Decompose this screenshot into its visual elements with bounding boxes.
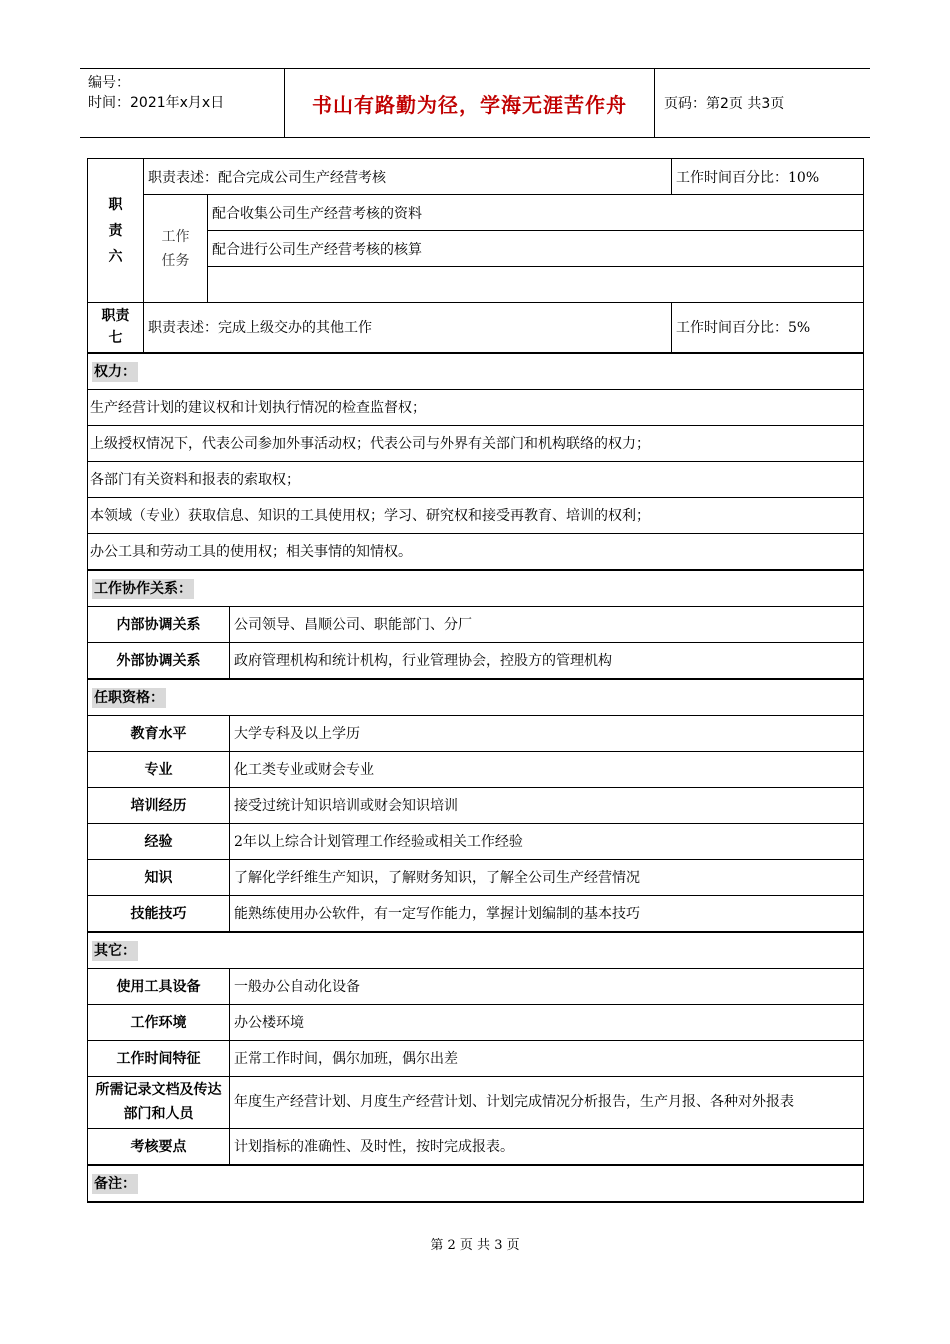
qualification-label: 专业 bbox=[88, 751, 230, 787]
relations-section-header bbox=[88, 570, 864, 607]
qualification-label: 技能技巧 bbox=[88, 895, 230, 932]
other-row bbox=[88, 1128, 864, 1165]
power-item: 上级授权情况下，代表公司参加外事活动权；代表公司与外界有关部门和机构联络的权力； bbox=[88, 425, 864, 461]
other-row bbox=[88, 1040, 864, 1076]
duty6-desc: 职责表述：配合完成公司生产经营考核 bbox=[144, 159, 672, 195]
other-value: 正常工作时间，偶尔加班，偶尔出差 bbox=[230, 1040, 864, 1076]
other-label: 工作环境 bbox=[88, 1004, 230, 1040]
duty7-row bbox=[88, 303, 864, 353]
power-row bbox=[88, 389, 864, 425]
qualification-title: 任职资格： bbox=[94, 690, 164, 706]
qualification-row bbox=[88, 787, 864, 823]
power-title: 权力： bbox=[94, 364, 136, 380]
qualification-section-header bbox=[88, 679, 864, 716]
power-row bbox=[88, 425, 864, 461]
relations-row bbox=[88, 642, 864, 679]
other-value: 计划指标的准确性、及时性，按时完成报表。 bbox=[230, 1128, 864, 1165]
relations-value: 政府管理机构和统计机构，行业管理协会，控股方的管理机构 bbox=[230, 642, 864, 679]
relations-label: 内部协调关系 bbox=[88, 606, 230, 642]
duty7-desc: 职责表述：完成上级交办的其他工作 bbox=[144, 303, 672, 353]
qualification-value: 了解化学纤维生产知识，了解财务知识，了解全公司生产经营情况 bbox=[230, 859, 864, 895]
other-value: 年度生产经营计划、月度生产经营计划、计划完成情况分析报告，生产月报、各种对外报表 bbox=[230, 1076, 864, 1128]
relations-value: 公司领导、昌顺公司、职能部门、分厂 bbox=[230, 606, 864, 642]
qualification-value: 大学专科及以上学历 bbox=[230, 715, 864, 751]
relations-label: 外部协调关系 bbox=[88, 642, 230, 679]
other-label: 考核要点 bbox=[88, 1128, 230, 1165]
doc-number-label: 编号： bbox=[88, 75, 130, 91]
remarks-title: 备注： bbox=[94, 1176, 136, 1192]
duty6-task-row bbox=[88, 195, 864, 231]
header-meta bbox=[88, 73, 283, 113]
other-label: 工作时间特征 bbox=[88, 1040, 230, 1076]
doc-date-label: 时间：2021年x月x日 bbox=[88, 95, 225, 111]
other-row bbox=[88, 1004, 864, 1040]
duty6-desc-row bbox=[88, 159, 864, 195]
qualification-row bbox=[88, 751, 864, 787]
qualification-value: 化工类专业或财会专业 bbox=[230, 751, 864, 787]
other-value: 办公楼环境 bbox=[230, 1004, 864, 1040]
other-section-header bbox=[88, 932, 864, 969]
qualification-row bbox=[88, 823, 864, 859]
qualification-row bbox=[88, 859, 864, 895]
power-item: 各部门有关资料和报表的索取权； bbox=[88, 461, 864, 497]
other-value: 一般办公自动化设备 bbox=[230, 968, 864, 1004]
qualification-value: 2年以上综合计划管理工作经验或相关工作经验 bbox=[230, 823, 864, 859]
power-section-header bbox=[88, 353, 864, 390]
duty6-task: 配合进行公司生产经营考核的核算 bbox=[208, 231, 864, 267]
power-item: 生产经营计划的建议权和计划执行情况的检查监督权； bbox=[88, 389, 864, 425]
other-row bbox=[88, 1076, 864, 1128]
duty6-task bbox=[208, 267, 864, 303]
duty6-task-label: 工作 任务 bbox=[144, 195, 208, 303]
duty7-pct: 工作时间百分比：5% bbox=[672, 303, 864, 353]
header-divider bbox=[654, 69, 655, 137]
other-label: 使用工具设备 bbox=[88, 968, 230, 1004]
header-motto: 书山有路勤为径，学海无涯苦作舟 bbox=[312, 92, 627, 117]
remarks-section-header bbox=[88, 1165, 864, 1202]
qualification-row bbox=[88, 715, 864, 751]
relations-title: 工作协作关系： bbox=[94, 581, 192, 597]
qualification-label: 经验 bbox=[88, 823, 230, 859]
power-row bbox=[88, 533, 864, 570]
other-row bbox=[88, 968, 864, 1004]
duty6-label: 职 责 六 bbox=[88, 159, 144, 303]
relations-row bbox=[88, 606, 864, 642]
qualification-row bbox=[88, 895, 864, 932]
qualification-label: 教育水平 bbox=[88, 715, 230, 751]
page-header bbox=[80, 68, 870, 138]
qualification-value: 能熟练使用办公软件，有一定写作能力，掌握计划编制的基本技巧 bbox=[230, 895, 864, 932]
duty6-pct: 工作时间百分比：10% bbox=[672, 159, 864, 195]
qualification-value: 接受过统计知识培训或财会知识培训 bbox=[230, 787, 864, 823]
header-page-label: 页码：第2页 共3页 bbox=[664, 96, 785, 112]
other-title: 其它： bbox=[94, 943, 136, 959]
qualification-label: 知识 bbox=[88, 859, 230, 895]
power-row bbox=[88, 497, 864, 533]
job-description-table bbox=[87, 158, 864, 1203]
other-label: 所需记录文档及传达部门和人员 bbox=[88, 1076, 230, 1128]
page-footer: 第 2 页 共 3 页 bbox=[430, 1238, 520, 1253]
power-item: 本领域（专业）获取信息、知识的工具使用权；学习、研究权和接受再教育、培训的权利； bbox=[88, 497, 864, 533]
duty7-label: 职责 七 bbox=[88, 303, 144, 353]
power-item: 办公工具和劳动工具的使用权；相关事情的知情权。 bbox=[88, 533, 864, 570]
power-row bbox=[88, 461, 864, 497]
duty6-task: 配合收集公司生产经营考核的资料 bbox=[208, 195, 864, 231]
qualification-label: 培训经历 bbox=[88, 787, 230, 823]
